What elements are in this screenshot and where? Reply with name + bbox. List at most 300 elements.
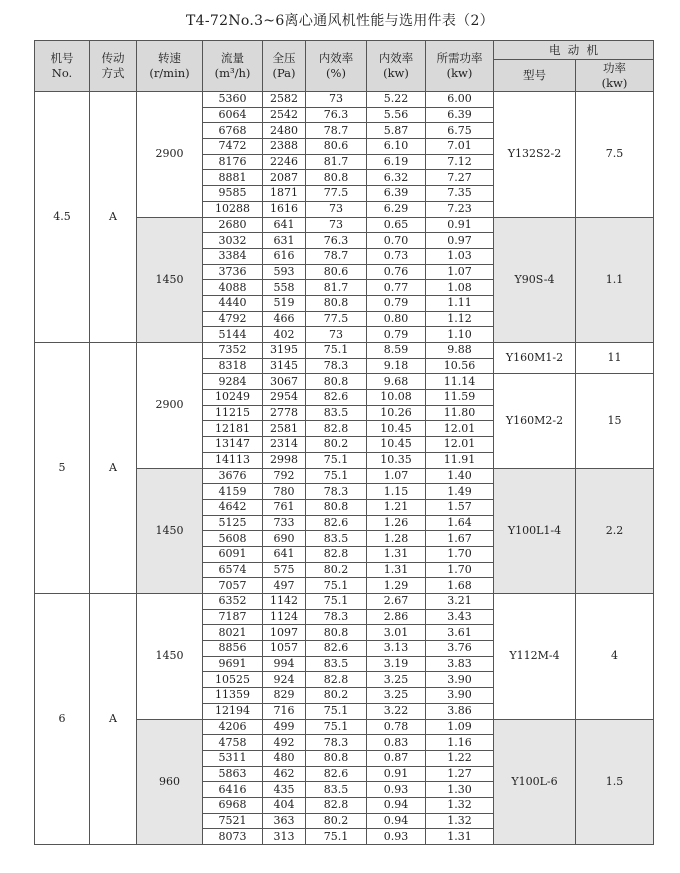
- pressure-cell: 402: [263, 327, 306, 343]
- required-power-cell: 1.70: [426, 546, 494, 562]
- machine-no-cell: 5: [35, 343, 90, 594]
- header-label: 全压: [272, 51, 296, 65]
- flow-cell: 14113: [203, 452, 263, 468]
- flow-cell: 6352: [203, 594, 263, 610]
- flow-cell: 8856: [203, 641, 263, 657]
- motor-power-cell: 2.2: [576, 468, 654, 594]
- speed-cell: 960: [137, 719, 203, 845]
- internal-power-cell: 1.26: [367, 515, 426, 531]
- flow-cell: 3032: [203, 233, 263, 249]
- pressure-cell: 1616: [263, 201, 306, 217]
- efficiency-cell: 82.8: [306, 672, 367, 688]
- required-power-cell: 12.01: [426, 437, 494, 453]
- required-power-cell: 3.61: [426, 625, 494, 641]
- efficiency-cell: 82.8: [306, 421, 367, 437]
- internal-power-cell: 0.93: [367, 782, 426, 798]
- flow-cell: 12181: [203, 421, 263, 437]
- pressure-cell: 641: [263, 217, 306, 233]
- efficiency-cell: 83.5: [306, 782, 367, 798]
- efficiency-cell: 77.5: [306, 311, 367, 327]
- internal-power-cell: 3.22: [367, 703, 426, 719]
- flow-cell: 5863: [203, 766, 263, 782]
- required-power-cell: 1.08: [426, 280, 494, 296]
- motor-power-cell: 4: [576, 594, 654, 720]
- efficiency-cell: 78.3: [306, 358, 367, 374]
- pressure-cell: 2388: [263, 139, 306, 155]
- speed-cell: 2900: [137, 343, 203, 469]
- header-label: 流量: [221, 51, 244, 65]
- internal-power-cell: 10.08: [367, 390, 426, 406]
- efficiency-cell: 78.7: [306, 248, 367, 264]
- internal-power-cell: 5.22: [367, 92, 426, 108]
- required-power-cell: 1.31: [426, 829, 494, 845]
- pressure-cell: 733: [263, 515, 306, 531]
- pressure-cell: 3067: [263, 374, 306, 390]
- pressure-cell: 363: [263, 813, 306, 829]
- header-speed: [137, 41, 203, 92]
- flow-cell: 10525: [203, 672, 263, 688]
- required-power-cell: 7.01: [426, 139, 494, 155]
- internal-power-cell: 0.76: [367, 264, 426, 280]
- required-power-cell: 1.11: [426, 295, 494, 311]
- efficiency-cell: 80.8: [306, 499, 367, 515]
- flow-cell: 4792: [203, 311, 263, 327]
- required-power-cell: 1.67: [426, 531, 494, 547]
- required-power-cell: 6.75: [426, 123, 494, 139]
- internal-power-cell: 3.13: [367, 641, 426, 657]
- pressure-cell: 2582: [263, 92, 306, 108]
- header-internal-power: [367, 41, 426, 92]
- efficiency-cell: 81.7: [306, 154, 367, 170]
- internal-power-cell: 1.21: [367, 499, 426, 515]
- flow-cell: 6574: [203, 562, 263, 578]
- required-power-cell: 11.91: [426, 452, 494, 468]
- flow-cell: 11359: [203, 688, 263, 704]
- pressure-cell: 558: [263, 280, 306, 296]
- flow-cell: 4088: [203, 280, 263, 296]
- table-row: [35, 343, 654, 359]
- required-power-cell: 3.76: [426, 641, 494, 657]
- header-label: 内效率: [378, 51, 414, 65]
- internal-power-cell: 1.31: [367, 546, 426, 562]
- internal-power-cell: 2.67: [367, 594, 426, 610]
- internal-power-cell: 0.87: [367, 750, 426, 766]
- header-label: 转速: [158, 51, 181, 65]
- required-power-cell: 1.27: [426, 766, 494, 782]
- drive-cell: A: [90, 594, 137, 845]
- required-power-cell: 3.83: [426, 656, 494, 672]
- flow-cell: 5360: [203, 92, 263, 108]
- internal-power-cell: 0.70: [367, 233, 426, 249]
- header-motor: 电 动 机: [494, 41, 654, 60]
- header-label: 传动: [101, 51, 125, 65]
- motor-model-cell: Y160M2-2: [494, 374, 576, 468]
- flow-cell: 4642: [203, 499, 263, 515]
- header-unit: (r/min): [149, 66, 190, 80]
- drive-cell: A: [90, 92, 137, 343]
- internal-power-cell: 9.68: [367, 374, 426, 390]
- flow-cell: 6768: [203, 123, 263, 139]
- flow-cell: 12194: [203, 703, 263, 719]
- internal-power-cell: 0.80: [367, 311, 426, 327]
- motor-power-cell: 1.5: [576, 719, 654, 845]
- internal-power-cell: 3.01: [367, 625, 426, 641]
- pressure-cell: 994: [263, 656, 306, 672]
- header-required-power: [426, 41, 494, 92]
- header-unit: (kw): [446, 66, 473, 80]
- internal-power-cell: 1.28: [367, 531, 426, 547]
- motor-model-cell: Y160M1-2: [494, 343, 576, 374]
- internal-power-cell: 3.19: [367, 656, 426, 672]
- efficiency-cell: 75.1: [306, 829, 367, 845]
- internal-power-cell: 10.26: [367, 405, 426, 421]
- required-power-cell: 3.43: [426, 609, 494, 625]
- internal-power-cell: 3.25: [367, 672, 426, 688]
- required-power-cell: 1.40: [426, 468, 494, 484]
- efficiency-cell: 76.3: [306, 233, 367, 249]
- required-power-cell: 11.80: [426, 405, 494, 421]
- internal-power-cell: 6.39: [367, 186, 426, 202]
- efficiency-cell: 73: [306, 201, 367, 217]
- required-power-cell: 3.21: [426, 594, 494, 610]
- table-row: [35, 92, 654, 108]
- efficiency-cell: 82.6: [306, 766, 367, 782]
- pressure-cell: 1871: [263, 186, 306, 202]
- internal-power-cell: 5.56: [367, 107, 426, 123]
- flow-cell: 6416: [203, 782, 263, 798]
- efficiency-cell: 77.5: [306, 186, 367, 202]
- efficiency-cell: 80.2: [306, 688, 367, 704]
- required-power-cell: 7.35: [426, 186, 494, 202]
- internal-power-cell: 0.91: [367, 766, 426, 782]
- efficiency-cell: 80.6: [306, 264, 367, 280]
- required-power-cell: 1.03: [426, 248, 494, 264]
- efficiency-cell: 75.1: [306, 452, 367, 468]
- pressure-cell: 2581: [263, 421, 306, 437]
- required-power-cell: 6.00: [426, 92, 494, 108]
- pressure-cell: 2480: [263, 123, 306, 139]
- required-power-cell: 1.32: [426, 813, 494, 829]
- internal-power-cell: 5.87: [367, 123, 426, 139]
- flow-cell: 9585: [203, 186, 263, 202]
- efficiency-cell: 75.1: [306, 468, 367, 484]
- pressure-cell: 616: [263, 248, 306, 264]
- efficiency-cell: 75.1: [306, 343, 367, 359]
- required-power-cell: 3.90: [426, 688, 494, 704]
- header-label: 机号: [50, 51, 74, 65]
- pressure-cell: 499: [263, 719, 306, 735]
- pressure-cell: 924: [263, 672, 306, 688]
- internal-power-cell: 6.19: [367, 154, 426, 170]
- table-row: [35, 594, 654, 610]
- flow-cell: 6064: [203, 107, 263, 123]
- required-power-cell: 1.07: [426, 264, 494, 280]
- required-power-cell: 1.70: [426, 562, 494, 578]
- motor-model-cell: Y100L-6: [494, 719, 576, 845]
- efficiency-cell: 82.6: [306, 641, 367, 657]
- efficiency-cell: 82.8: [306, 546, 367, 562]
- efficiency-cell: 73: [306, 217, 367, 233]
- flow-cell: 6091: [203, 546, 263, 562]
- required-power-cell: 1.64: [426, 515, 494, 531]
- header-motor-model: 型号: [494, 60, 576, 92]
- efficiency-cell: 82.6: [306, 515, 367, 531]
- pressure-cell: 480: [263, 750, 306, 766]
- flow-cell: 4206: [203, 719, 263, 735]
- flow-cell: 4159: [203, 484, 263, 500]
- pressure-cell: 1124: [263, 609, 306, 625]
- speed-cell: 1450: [137, 468, 203, 594]
- pressure-cell: 2314: [263, 437, 306, 453]
- flow-cell: 10249: [203, 390, 263, 406]
- header-drive: [90, 41, 137, 92]
- speed-cell: 1450: [137, 594, 203, 720]
- internal-power-cell: 0.79: [367, 295, 426, 311]
- required-power-cell: 1.09: [426, 719, 494, 735]
- header-motor-power: [576, 60, 654, 92]
- motor-power-cell: 11: [576, 343, 654, 374]
- required-power-cell: 11.14: [426, 374, 494, 390]
- internal-power-cell: 0.77: [367, 280, 426, 296]
- internal-power-cell: 6.29: [367, 201, 426, 217]
- required-power-cell: 7.27: [426, 170, 494, 186]
- header-unit: (kw): [601, 75, 628, 90]
- flow-cell: 7352: [203, 343, 263, 359]
- pressure-cell: 466: [263, 311, 306, 327]
- internal-power-cell: 1.15: [367, 484, 426, 500]
- pressure-cell: 2998: [263, 452, 306, 468]
- pressure-cell: 2087: [263, 170, 306, 186]
- efficiency-cell: 78.3: [306, 735, 367, 751]
- machine-no-cell: 6: [35, 594, 90, 845]
- header-unit: (Pa): [272, 66, 296, 80]
- efficiency-cell: 83.5: [306, 405, 367, 421]
- efficiency-cell: 73: [306, 92, 367, 108]
- efficiency-cell: 75.1: [306, 578, 367, 594]
- flow-cell: 10288: [203, 201, 263, 217]
- efficiency-cell: 80.8: [306, 170, 367, 186]
- internal-power-cell: 0.73: [367, 248, 426, 264]
- motor-model-cell: Y90S-4: [494, 217, 576, 343]
- motor-model-cell: Y132S2-2: [494, 92, 576, 218]
- efficiency-cell: 82.6: [306, 390, 367, 406]
- flow-cell: 3736: [203, 264, 263, 280]
- required-power-cell: 11.59: [426, 390, 494, 406]
- internal-power-cell: 1.31: [367, 562, 426, 578]
- required-power-cell: 7.12: [426, 154, 494, 170]
- header-unit: (m³/h): [214, 66, 251, 80]
- efficiency-cell: 82.8: [306, 797, 367, 813]
- pressure-cell: 435: [263, 782, 306, 798]
- internal-power-cell: 10.45: [367, 437, 426, 453]
- motor-power-cell: 7.5: [576, 92, 654, 218]
- flow-cell: 4440: [203, 295, 263, 311]
- required-power-cell: 0.97: [426, 233, 494, 249]
- header-label: 功率: [603, 60, 626, 75]
- internal-power-cell: 6.10: [367, 139, 426, 155]
- internal-power-cell: 0.83: [367, 735, 426, 751]
- efficiency-cell: 78.7: [306, 123, 367, 139]
- pressure-cell: 313: [263, 829, 306, 845]
- efficiency-cell: 80.6: [306, 139, 367, 155]
- required-power-cell: 3.90: [426, 672, 494, 688]
- efficiency-cell: 80.8: [306, 750, 367, 766]
- drive-cell: A: [90, 343, 137, 594]
- pressure-cell: 1057: [263, 641, 306, 657]
- header-unit: No.: [51, 66, 73, 80]
- pressure-cell: 3195: [263, 343, 306, 359]
- flow-cell: 8176: [203, 154, 263, 170]
- flow-cell: 13147: [203, 437, 263, 453]
- pressure-cell: 404: [263, 797, 306, 813]
- page-title: T4-72No.3~6离心通风机性能与选用件表（2）: [186, 13, 494, 29]
- required-power-cell: 1.22: [426, 750, 494, 766]
- header-unit: (kw): [383, 66, 409, 80]
- efficiency-cell: 75.1: [306, 719, 367, 735]
- flow-cell: 5311: [203, 750, 263, 766]
- flow-cell: 8318: [203, 358, 263, 374]
- flow-cell: 9691: [203, 656, 263, 672]
- efficiency-cell: 76.3: [306, 107, 367, 123]
- internal-power-cell: 0.79: [367, 327, 426, 343]
- internal-power-cell: 0.93: [367, 829, 426, 845]
- internal-power-cell: 0.78: [367, 719, 426, 735]
- pressure-cell: 1142: [263, 594, 306, 610]
- efficiency-cell: 83.5: [306, 531, 367, 547]
- efficiency-cell: 80.2: [306, 562, 367, 578]
- pressure-cell: 780: [263, 484, 306, 500]
- flow-cell: 7057: [203, 578, 263, 594]
- pressure-cell: 761: [263, 499, 306, 515]
- efficiency-cell: 80.8: [306, 625, 367, 641]
- pressure-cell: 2778: [263, 405, 306, 421]
- internal-power-cell: 2.86: [367, 609, 426, 625]
- header-unit: (%): [326, 66, 346, 80]
- flow-cell: 8881: [203, 170, 263, 186]
- flow-cell: 4758: [203, 735, 263, 751]
- required-power-cell: 12.01: [426, 421, 494, 437]
- motor-model-cell: Y100L1-4: [494, 468, 576, 594]
- header-unit: 方式: [101, 66, 125, 80]
- pressure-cell: 497: [263, 578, 306, 594]
- efficiency-cell: 80.8: [306, 374, 367, 390]
- header-pressure: [263, 41, 306, 92]
- internal-power-cell: 10.45: [367, 421, 426, 437]
- pressure-cell: 519: [263, 295, 306, 311]
- internal-power-cell: 1.07: [367, 468, 426, 484]
- required-power-cell: 9.88: [426, 343, 494, 359]
- required-power-cell: 0.91: [426, 217, 494, 233]
- flow-cell: 9284: [203, 374, 263, 390]
- motor-power-cell: 1.1: [576, 217, 654, 343]
- flow-cell: 8073: [203, 829, 263, 845]
- required-power-cell: 10.56: [426, 358, 494, 374]
- internal-power-cell: 3.25: [367, 688, 426, 704]
- pressure-cell: 1097: [263, 625, 306, 641]
- efficiency-cell: 80.8: [306, 295, 367, 311]
- header-label: 所需功率: [436, 51, 483, 65]
- efficiency-cell: 78.3: [306, 609, 367, 625]
- flow-cell: 7521: [203, 813, 263, 829]
- pressure-cell: 641: [263, 546, 306, 562]
- pressure-cell: 462: [263, 766, 306, 782]
- pressure-cell: 492: [263, 735, 306, 751]
- internal-power-cell: 6.32: [367, 170, 426, 186]
- efficiency-cell: 73: [306, 327, 367, 343]
- pressure-cell: 631: [263, 233, 306, 249]
- header-label: 内效率: [318, 51, 354, 65]
- flow-cell: 5608: [203, 531, 263, 547]
- header-efficiency: [306, 41, 367, 92]
- pressure-cell: 593: [263, 264, 306, 280]
- efficiency-cell: 80.2: [306, 813, 367, 829]
- speed-cell: 1450: [137, 217, 203, 343]
- flow-cell: 3384: [203, 248, 263, 264]
- machine-no-cell: 4.5: [35, 92, 90, 343]
- pressure-cell: 716: [263, 703, 306, 719]
- flow-cell: 2680: [203, 217, 263, 233]
- flow-cell: 11215: [203, 405, 263, 421]
- pressure-cell: 575: [263, 562, 306, 578]
- flow-cell: 8021: [203, 625, 263, 641]
- header-flow: [203, 41, 263, 92]
- internal-power-cell: 0.94: [367, 813, 426, 829]
- pressure-cell: 3145: [263, 358, 306, 374]
- table-header: [35, 41, 654, 92]
- pressure-cell: 2542: [263, 107, 306, 123]
- pressure-cell: 690: [263, 531, 306, 547]
- internal-power-cell: 1.29: [367, 578, 426, 594]
- speed-cell: 2900: [137, 92, 203, 218]
- pressure-cell: 829: [263, 688, 306, 704]
- efficiency-cell: 80.2: [306, 437, 367, 453]
- pressure-cell: 2246: [263, 154, 306, 170]
- internal-power-cell: 9.18: [367, 358, 426, 374]
- required-power-cell: 1.68: [426, 578, 494, 594]
- internal-power-cell: 8.59: [367, 343, 426, 359]
- performance-table: [34, 40, 654, 845]
- flow-cell: 6968: [203, 797, 263, 813]
- efficiency-cell: 75.1: [306, 594, 367, 610]
- flow-cell: 3676: [203, 468, 263, 484]
- required-power-cell: 1.12: [426, 311, 494, 327]
- efficiency-cell: 81.7: [306, 280, 367, 296]
- required-power-cell: 1.32: [426, 797, 494, 813]
- pressure-cell: 792: [263, 468, 306, 484]
- efficiency-cell: 83.5: [306, 656, 367, 672]
- required-power-cell: 6.39: [426, 107, 494, 123]
- pressure-cell: 2954: [263, 390, 306, 406]
- flow-cell: 7187: [203, 609, 263, 625]
- flow-cell: 5144: [203, 327, 263, 343]
- motor-model-cell: Y112M-4: [494, 594, 576, 720]
- required-power-cell: 1.30: [426, 782, 494, 798]
- flow-cell: 7472: [203, 139, 263, 155]
- motor-power-cell: 15: [576, 374, 654, 468]
- required-power-cell: 7.23: [426, 201, 494, 217]
- required-power-cell: 1.10: [426, 327, 494, 343]
- internal-power-cell: 0.65: [367, 217, 426, 233]
- efficiency-cell: 75.1: [306, 703, 367, 719]
- required-power-cell: 1.49: [426, 484, 494, 500]
- internal-power-cell: 0.94: [367, 797, 426, 813]
- required-power-cell: 1.16: [426, 735, 494, 751]
- required-power-cell: 3.86: [426, 703, 494, 719]
- table-body: [35, 92, 654, 845]
- flow-cell: 5125: [203, 515, 263, 531]
- internal-power-cell: 10.35: [367, 452, 426, 468]
- header-machine-no: [35, 41, 90, 92]
